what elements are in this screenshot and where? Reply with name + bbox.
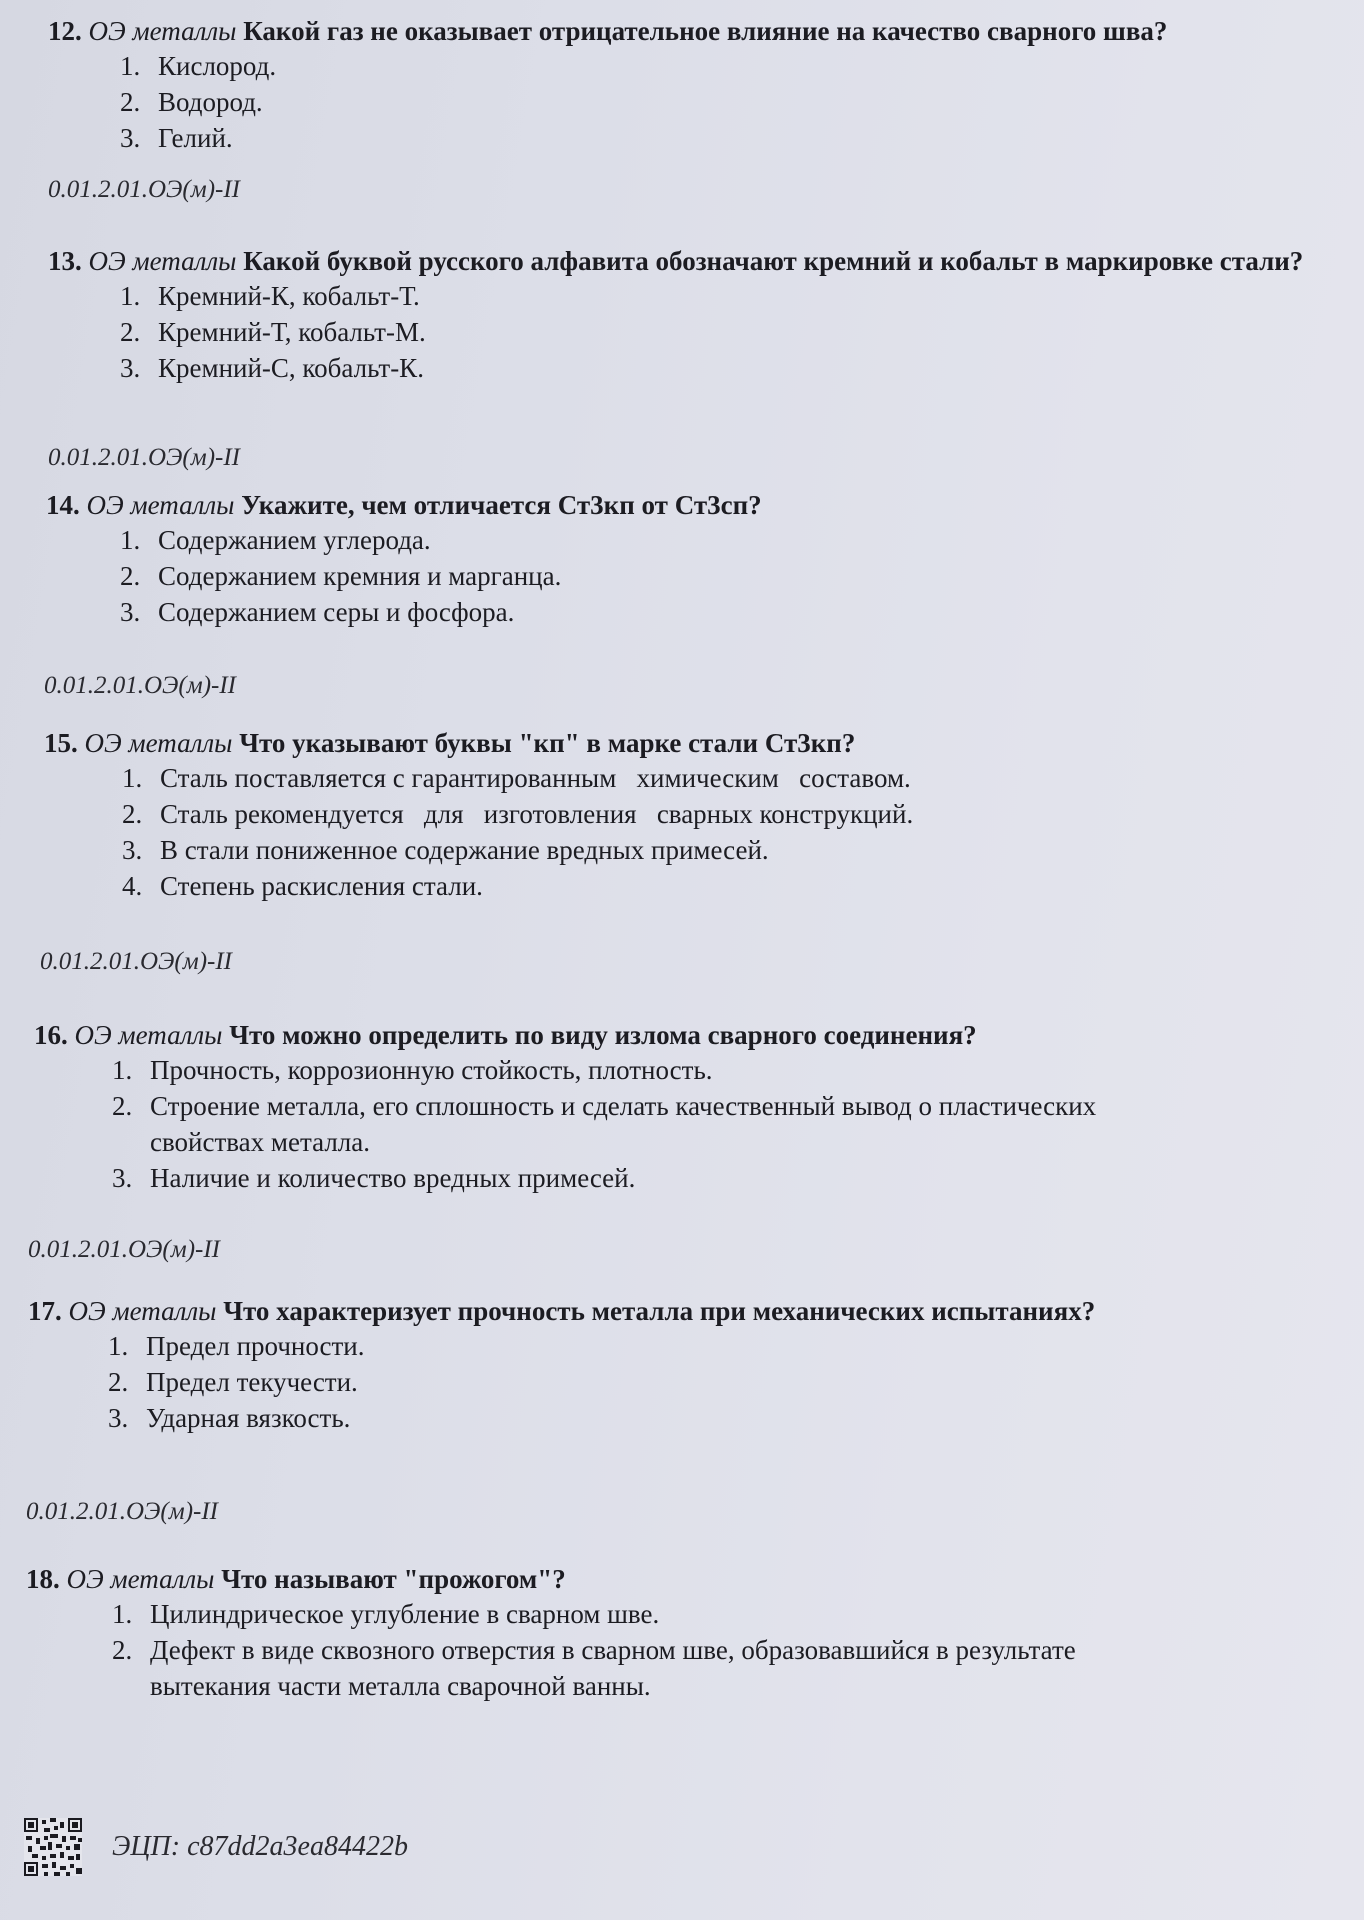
option-number: 1. — [120, 51, 141, 81]
option-number: 1. — [112, 1055, 133, 1085]
question-number: 13. — [48, 246, 82, 276]
answer-option — [108, 1364, 1328, 1400]
option-number: 1. — [122, 763, 143, 793]
option-number: 4. — [122, 871, 143, 901]
option-number: 3. — [112, 1163, 133, 1193]
option-text: Прочность, коррозионную стойкость, плотность. — [150, 1055, 713, 1085]
option-number: 1. — [120, 525, 141, 555]
answer-options — [120, 522, 1306, 630]
question-heading — [48, 14, 1308, 48]
question-17 — [28, 1294, 1328, 1436]
option-text: Гелий. — [158, 123, 233, 153]
option-text: Сталь рекомендуется для изготовления сварных конструкций. — [160, 799, 914, 829]
answer-option — [112, 1596, 1162, 1632]
option-text: Водород. — [158, 87, 263, 117]
question-code: 0.01.2.01.ОЭ(м)-II — [26, 1498, 219, 1525]
question-text: Какой буквой русского алфавита обозначают кремний и кобальт в маркировке стали? — [243, 246, 1304, 276]
answer-option — [122, 832, 1304, 868]
option-text: Кислород. — [158, 51, 277, 81]
option-number: 2. — [112, 1091, 133, 1121]
answer-option — [120, 594, 1306, 630]
answer-options — [112, 1052, 1112, 1196]
question-number: 15. — [44, 728, 78, 758]
question-category: ОЭ металлы — [86, 490, 235, 520]
option-text: Кремний-Т, кобальт-М. — [158, 317, 426, 347]
option-number: 2. — [120, 561, 141, 591]
question-category: ОЭ металлы — [88, 246, 237, 276]
answer-option — [120, 120, 1308, 156]
option-number: 3. — [120, 353, 141, 383]
answer-options — [112, 1596, 1162, 1704]
option-text: Предел прочности. — [146, 1331, 365, 1361]
question-heading — [34, 1018, 1234, 1052]
answer-option — [112, 1632, 1162, 1704]
question-12 — [48, 14, 1308, 156]
question-number: 18. — [26, 1564, 60, 1594]
option-text: Ударная вязкость. — [146, 1403, 351, 1433]
question-code: 0.01.2.01.ОЭ(м)-II — [28, 1236, 221, 1263]
answer-option — [120, 350, 1308, 386]
question-number: 12. — [48, 16, 82, 46]
option-number: 3. — [108, 1403, 129, 1433]
question-category: ОЭ металлы — [88, 16, 237, 46]
option-number: 3. — [120, 123, 141, 153]
answer-option — [120, 278, 1308, 314]
option-text: Цилиндрическое углубление в сварном шве. — [150, 1599, 660, 1629]
question-heading — [26, 1562, 1256, 1596]
option-number: 2. — [122, 799, 143, 829]
answer-option — [120, 558, 1306, 594]
option-number: 3. — [122, 835, 143, 865]
option-number: 2. — [112, 1635, 133, 1665]
question-heading — [44, 726, 1304, 760]
option-text: Дефект в виде сквозного отверстия в сварном шве, образовавшийся в результате вытекания части металла сварочной ванны. — [150, 1635, 1076, 1701]
option-text: Содержанием кремния и марганца. — [158, 561, 562, 591]
option-text: Предел текучести. — [146, 1367, 358, 1397]
question-category: ОЭ металлы — [84, 728, 233, 758]
answer-option — [112, 1088, 1112, 1160]
answer-option — [120, 48, 1308, 84]
question-18 — [26, 1562, 1256, 1704]
answer-option — [108, 1400, 1328, 1436]
option-text: Кремний-К, кобальт-Т. — [158, 281, 420, 311]
answer-options — [120, 48, 1308, 156]
answer-options — [108, 1328, 1328, 1436]
answer-option — [120, 522, 1306, 558]
question-code: 0.01.2.01.ОЭ(м)-II — [40, 948, 233, 975]
question-heading — [48, 244, 1308, 278]
question-number: 16. — [34, 1020, 68, 1050]
answer-option — [120, 84, 1308, 120]
question-text: Что характеризует прочность металла при механических испытаниях? — [223, 1296, 1096, 1326]
answer-options — [120, 278, 1308, 386]
question-text: Что называют "прожогом"? — [221, 1564, 566, 1594]
option-text: Кремний-С, кобальт-К. — [158, 353, 424, 383]
answer-option — [108, 1328, 1328, 1364]
document-footer — [24, 1818, 408, 1876]
option-text: Сталь поставляется с гарантированным химическим составом. — [160, 763, 911, 793]
question-number: 14. — [46, 490, 80, 520]
option-text: В стали пониженное содержание вредных примесей. — [160, 835, 769, 865]
question-text: Укажите, чем отличается Ст3кп от Ст3сп? — [241, 490, 762, 520]
question-category: ОЭ металлы — [66, 1564, 215, 1594]
option-number: 2. — [120, 87, 141, 117]
question-number: 17. — [28, 1296, 62, 1326]
answer-option — [122, 868, 1304, 904]
option-number: 3. — [120, 597, 141, 627]
answer-option — [112, 1052, 1112, 1088]
question-category: ОЭ металлы — [68, 1296, 217, 1326]
question-15 — [44, 726, 1304, 904]
question-code: 0.01.2.01.ОЭ(м)-II — [48, 444, 241, 471]
question-code: 0.01.2.01.ОЭ(м)-II — [44, 672, 237, 699]
digital-signature: ЭЦП: c87dd2a3ea84422b — [112, 1831, 408, 1862]
qr-code-icon — [24, 1818, 82, 1876]
option-number: 1. — [120, 281, 141, 311]
answer-option — [112, 1160, 1112, 1196]
answer-option — [122, 796, 1304, 832]
option-text: Наличие и количество вредных примесей. — [150, 1163, 636, 1193]
question-text: Что указывают буквы "кп" в марке стали Ст3кп? — [239, 728, 856, 758]
question-14 — [46, 488, 1306, 630]
question-heading — [46, 488, 1306, 522]
question-category: ОЭ металлы — [74, 1020, 223, 1050]
question-text: Какой газ не оказывает отрицательное влияние на качество сварного шва? — [243, 16, 1168, 46]
answer-options — [122, 760, 1304, 904]
question-code: 0.01.2.01.ОЭ(м)-II — [48, 176, 241, 203]
question-text: Что можно определить по виду излома сварного соединения? — [229, 1020, 977, 1050]
option-text: Строение металла, его сплошность и сделать качественный вывод о пластических свойствах металла. — [150, 1091, 1097, 1157]
option-number: 2. — [108, 1367, 129, 1397]
question-13 — [48, 244, 1308, 386]
option-number: 2. — [120, 317, 141, 347]
option-text: Содержанием углерода. — [158, 525, 431, 555]
answer-option — [122, 760, 1304, 796]
option-number: 1. — [108, 1331, 129, 1361]
answer-option — [120, 314, 1308, 350]
option-number: 1. — [112, 1599, 133, 1629]
option-text: Степень раскисления стали. — [160, 871, 483, 901]
question-16 — [34, 1018, 1234, 1196]
question-heading — [28, 1294, 1328, 1328]
option-text: Содержанием серы и фосфора. — [158, 597, 515, 627]
